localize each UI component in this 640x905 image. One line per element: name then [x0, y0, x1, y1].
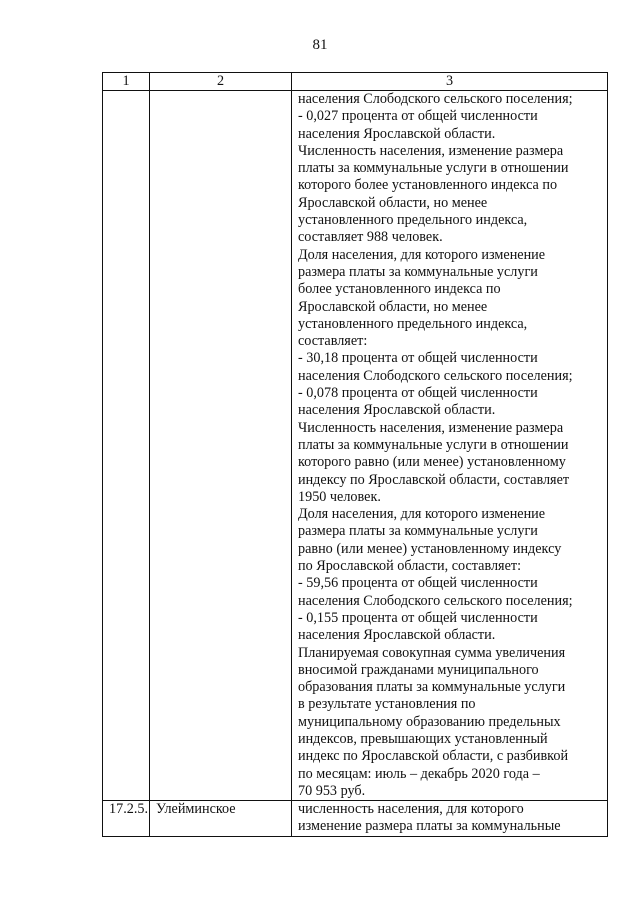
- text-line: - 0,155 процента от общей численности: [298, 609, 538, 626]
- header-col-1: 1: [103, 73, 150, 91]
- text-line: установленного предельного индекса,: [298, 315, 528, 332]
- text-line: вносимой гражданами муниципального: [298, 661, 539, 678]
- text-line: населения Ярославской области.: [298, 627, 496, 644]
- text-line: установленного предельного индекса,: [298, 212, 528, 229]
- text-line: населения Слободского сельского поселения;: [298, 367, 573, 384]
- text-line: платы за коммунальные услуги в отношении: [298, 436, 569, 453]
- text-line: которого равно (или менее) установленному: [298, 454, 566, 471]
- text-line: индексу по Ярославской области, составляет: [298, 471, 570, 488]
- text-line: Численность населения, изменение размера: [298, 419, 564, 436]
- text-line: - 0,027 процента от общей численности: [298, 108, 538, 125]
- text-line: 1950 человек.: [298, 488, 381, 505]
- text-line: равно (или менее) установленному индексу: [298, 540, 562, 557]
- text-line: - 30,18 процента от общей численности: [298, 350, 538, 367]
- text-line: населения Слободского сельского поселения;: [298, 91, 573, 107]
- page-number: 81: [312, 37, 328, 53]
- text-line: по Ярославской области, составляет:: [298, 558, 522, 575]
- text-line: населения Слободского сельского поселения;: [298, 592, 573, 609]
- description-cell: [292, 91, 608, 801]
- text-line: индексов, превышающих установленный: [298, 730, 548, 747]
- text-line: населения Ярославской области.: [298, 125, 496, 142]
- municipality-name-cell: Улейминское: [150, 801, 292, 837]
- header-col-2: 2: [150, 73, 292, 91]
- text-line: численность населения, для которого: [298, 801, 524, 818]
- table-row: [103, 801, 608, 837]
- municipal-tariff-table: [102, 72, 608, 837]
- text-line: составляет 988 человек.: [298, 229, 443, 246]
- text-line: - 59,56 процента от общей численности: [298, 575, 538, 592]
- text-line: Доля населения, для которого изменение: [298, 246, 546, 263]
- text-line: размера платы за коммунальные услуги: [298, 263, 538, 280]
- text-line: 70 953 руб.: [298, 782, 366, 799]
- table-header-row: [103, 73, 608, 91]
- table-row: [103, 91, 608, 801]
- text-line: Доля населения, для которого изменение: [298, 506, 546, 523]
- text-line: которого более установленного индекса по: [298, 177, 558, 194]
- text-line: изменение размера платы за коммунальные: [298, 818, 561, 835]
- text-line: индекс по Ярославской области, с разбивкой: [298, 748, 569, 765]
- row-number-cell: 17.2.5.: [103, 801, 150, 837]
- text-line: образования платы за коммунальные услуги: [298, 679, 566, 696]
- text-line: более установленного индекса по: [298, 281, 501, 298]
- text-line: по месяцам: июль – декабрь 2020 года –: [298, 765, 540, 782]
- text-line: Ярославской области, но менее: [298, 194, 488, 211]
- text-line: Ярославской области, но менее: [298, 298, 488, 315]
- text-line: размера платы за коммунальные услуги: [298, 523, 538, 540]
- header-col-3: 3: [292, 73, 608, 91]
- description-cell: [292, 801, 608, 837]
- text-line: - 0,078 процента от общей численности: [298, 385, 538, 402]
- text-line: платы за коммунальные услуги в отношении: [298, 160, 569, 177]
- row-number-cell: [103, 91, 150, 801]
- text-line: составляет:: [298, 333, 368, 350]
- text-line: в результате установления по: [298, 696, 476, 713]
- text-line: муниципальному образованию предельных: [298, 713, 561, 730]
- municipality-name-cell: [150, 91, 292, 801]
- text-line: Численность населения, изменение размера: [298, 142, 564, 159]
- text-line: населения Ярославской области.: [298, 402, 496, 419]
- text-line: Планируемая совокупная сумма увеличения: [298, 644, 566, 661]
